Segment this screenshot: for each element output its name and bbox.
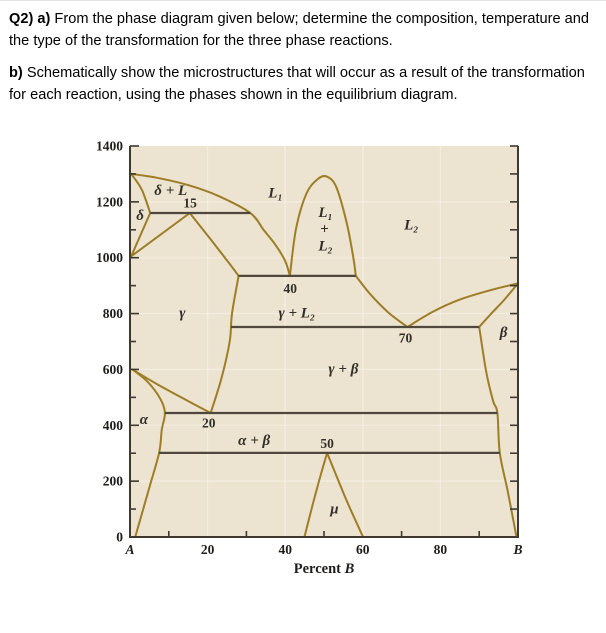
x-tick-label: B <box>513 542 523 557</box>
region-label: δ <box>136 207 144 224</box>
region-label: + <box>320 221 329 238</box>
region-label: L₁ <box>318 204 333 221</box>
region-label: γ + L₂ <box>278 305 316 322</box>
y-tick-label: 800 <box>102 306 123 322</box>
question-b-text: Schematically show the microstructures that will occur as a result of the transformation for each reaction, using the phases shown in the equilibrium diagram. <box>9 64 585 103</box>
question-a-text: From the phase diagram given below; determine the composition, temperature and the type of the transformation for the three phase reactions. <box>9 11 590 49</box>
point-label: 40 <box>283 280 297 296</box>
x-tick-label: 60 <box>356 542 370 557</box>
x-axis-title: Percent B <box>293 561 355 577</box>
x-tick-label: 40 <box>278 542 292 557</box>
x-tick-label: 80 <box>433 542 448 557</box>
y-tick-label: 400 <box>102 417 123 433</box>
point-label: 20 <box>202 415 216 431</box>
question-a-lead: Q2) a) <box>9 11 51 27</box>
region-label: γ <box>179 305 186 322</box>
region-label: μ <box>330 501 339 518</box>
y-tick-label: 1200 <box>96 194 123 210</box>
region-label: γ + β <box>328 361 359 378</box>
region-label: L₂ <box>318 238 333 255</box>
region-label: δ + L <box>154 183 188 200</box>
x-tick-label: 20 <box>200 542 215 557</box>
region-label: L₁ <box>268 185 283 202</box>
point-label: 15 <box>183 195 197 211</box>
region-label: L₂ <box>404 217 419 234</box>
region-label: α <box>139 412 149 429</box>
x-tick-label: A <box>125 542 135 557</box>
y-tick-label: 600 <box>102 361 123 377</box>
question-b <box>9 63 601 107</box>
question-b-lead: b) <box>9 64 23 81</box>
question-a <box>9 9 601 53</box>
question-section <box>9 9 601 117</box>
point-label: 50 <box>320 435 334 451</box>
y-tick-label: 1400 <box>96 138 123 154</box>
phase-diagram-figure <box>0 128 606 628</box>
y-tick-label: 1000 <box>96 250 123 266</box>
y-tick-label: 200 <box>102 473 123 489</box>
phase-diagram-svg <box>0 128 606 628</box>
region-label: α + β <box>238 432 271 449</box>
point-label: 70 <box>398 330 413 346</box>
region-label: β <box>499 325 508 342</box>
y-tick-label: 0 <box>116 529 123 545</box>
